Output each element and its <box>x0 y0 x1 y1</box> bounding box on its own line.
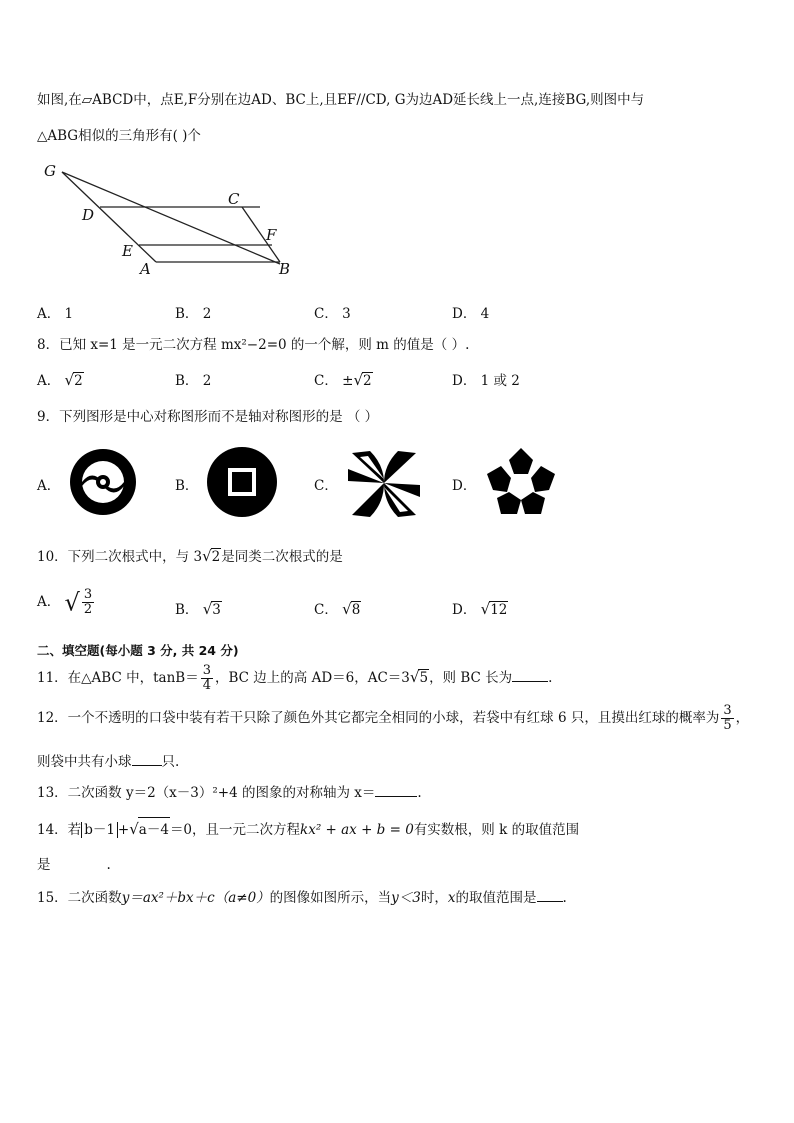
q11-blank[interactable] <box>512 668 548 682</box>
segment-GA <box>62 172 156 262</box>
q10-option-c[interactable]: C． √8 <box>314 600 361 618</box>
q10-option-d[interactable]: D． √12 <box>452 600 508 618</box>
q8-option-a[interactable]: A． √2 <box>37 371 83 389</box>
q9-text: 9．下列图形是中心对称图形而不是轴对称图形的是 （ ） <box>37 409 379 425</box>
q7-option-b[interactable]: B． 2 <box>175 306 212 322</box>
knot-pattern-icon <box>344 445 424 521</box>
q12-blank[interactable] <box>132 752 162 766</box>
label-B: B <box>279 260 291 278</box>
q13-blank[interactable] <box>375 783 417 797</box>
q7-text: 如图,在▱ABCD中，点E,F分别在边AD、BC上,且EF//CD, G为边AD延长线上一点,连接BG,则图中与 <box>37 92 645 108</box>
label-E: E <box>122 242 133 260</box>
q12-line1: 12．一个不透明的口袋中装有若干只除了颜色外其它都完全相同的小球，若袋中有红球 6 只，且摸出红球的概率为 $\frac{3}{5}$ ， <box>37 703 750 733</box>
q13-text: 13．二次函数 y＝2（x－3）²+4 的图象的对称轴为 x＝ . <box>37 785 422 801</box>
segment-GB <box>62 172 280 264</box>
q15-text: 15．二次函数y＝ax²＋bx＋c（a≠0）的图像如图所示，当y＜3时，x的取值范围是 . <box>37 890 567 906</box>
q10-option-b[interactable]: B． √3 <box>175 600 221 618</box>
ancient-coin-icon <box>206 446 278 518</box>
q7-line1 <box>37 88 644 108</box>
q10-option-a[interactable]: A． √ $\frac{3}{2}$ <box>37 587 93 617</box>
q8-option-c[interactable]: C． ±√2 <box>314 371 372 389</box>
q14-line1: 14．若 b－1 +√a－4＝0，且一元二次方程kx² + ax + b = 0有实数根，则 k 的取值范围 <box>37 817 579 838</box>
q8-text: 8．已知 x=1 是一元二次方程 mx²−2=0 的一个解，则 m 的值是（ ）. <box>37 337 470 353</box>
label-C: C <box>228 190 240 208</box>
q7-option-d[interactable]: D． 4 <box>452 306 490 322</box>
q12-line2: 则袋中共有小球 只. <box>37 754 180 770</box>
q9-option-b[interactable]: B． <box>175 478 199 494</box>
q8-option-d[interactable]: D． 1 或 2 <box>452 373 520 389</box>
label-G: G <box>44 162 56 180</box>
parallelogram-figure <box>40 158 300 283</box>
q9-option-c[interactable]: C． <box>314 478 338 494</box>
q15-blank[interactable] <box>537 888 563 902</box>
label-F: F <box>266 226 277 244</box>
q9-option-a[interactable]: A． <box>37 478 61 494</box>
q7-option-a[interactable]: A． 1 <box>37 306 74 322</box>
q7-option-c[interactable]: C． 3 <box>314 306 351 322</box>
section-heading: 二、填空题(每小题 3 分, 共 24 分) <box>37 643 239 658</box>
q14-blank[interactable] <box>51 856 107 869</box>
q11-text: 11．在△ABC 中，tanB＝ $\frac{3}{4}$ ，BC 边上的高 AD＝6，AC＝3√5，则 BC 长为 . <box>37 663 553 693</box>
q7-line2: △ABG相似的三角形有( )个 <box>37 128 201 144</box>
q9-option-d[interactable]: D． <box>452 478 477 494</box>
q8-option-b[interactable]: B． 2 <box>175 373 212 389</box>
pentagon-flower-icon <box>485 446 557 518</box>
yin-yang-like-icon <box>68 447 138 517</box>
q14-line2: 是 . <box>37 857 111 873</box>
label-A: A <box>140 260 151 278</box>
q10-text: 10．下列二次根式中，与 3√2是同类二次根式的是 <box>37 547 343 565</box>
label-D: D <box>82 206 95 224</box>
